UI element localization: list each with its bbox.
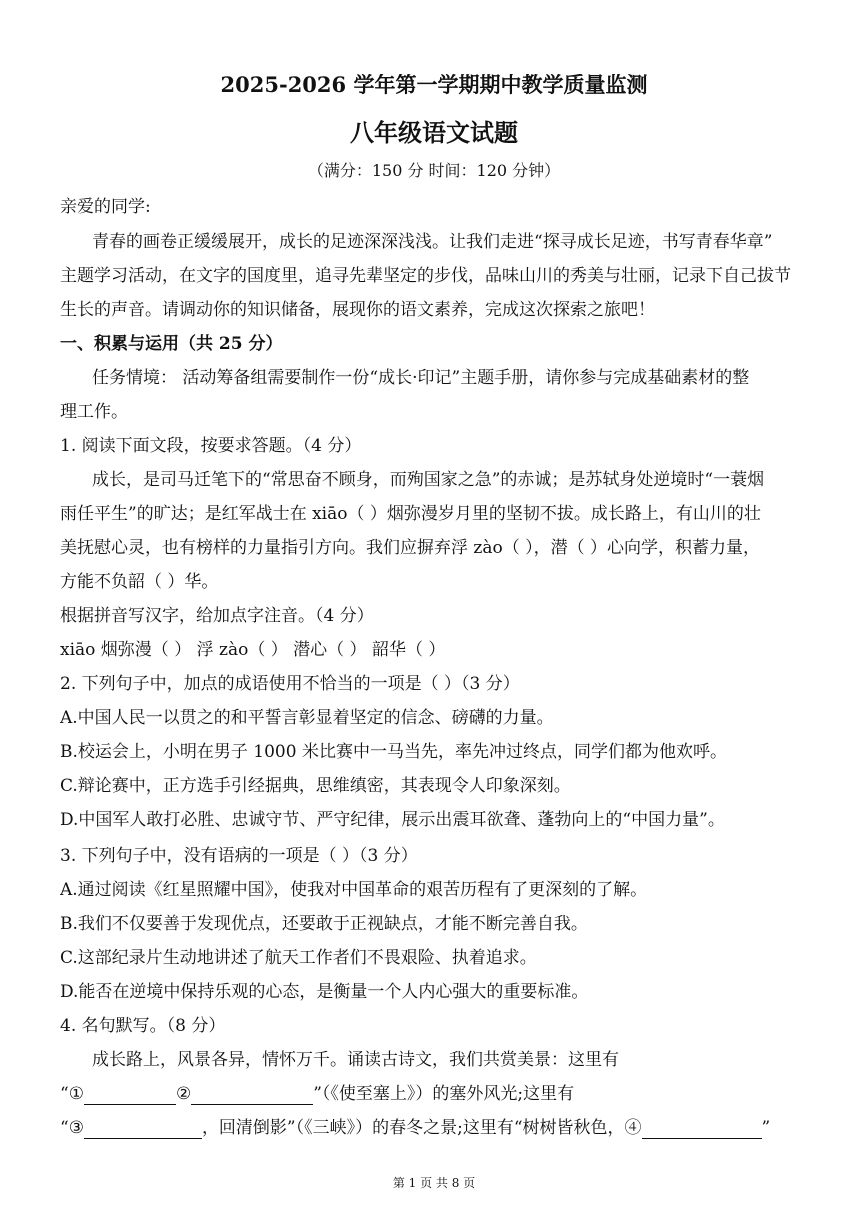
dotted-char-shao: 韶 <box>128 572 145 592</box>
intro-line-3: 生长的声音。请调动你的知识储备，展现你的语文素养，完成这次探索之旅吧！ <box>60 300 655 320</box>
intro-line-2: 主题学习活动，在文字的国度里，追寻先辈坚定的步伐，品味山川的秀美与壮丽，记录下自己拔节 <box>60 266 791 286</box>
dotted-char: 当 <box>403 742 421 762</box>
q4-line-3 <box>60 1117 820 1139</box>
q2-option-a <box>60 707 820 729</box>
q3-option-b: B.我们不仅要善于发现优点，还要敢于正视缺点，才能不断完善自我。 <box>60 914 588 934</box>
greeting: 亲爱的同学: <box>60 197 151 217</box>
dotted-char: 聋 <box>503 810 521 830</box>
task-line-2: 理工作。 <box>60 402 128 422</box>
fill-blank-3[interactable] <box>84 1120 202 1139</box>
exam-title: 2025-2026 学年第一学期期中教学质量监测 <box>220 74 648 96</box>
q4-l2-close: ”（《使至塞上》）的塞外风光;这里有 <box>313 1084 575 1104</box>
dotted-char: 先 <box>420 742 438 762</box>
fill-blank-2[interactable] <box>191 1086 313 1105</box>
q1-passage-3 <box>60 537 820 559</box>
q1-answer-d: 华（ ） <box>388 640 446 660</box>
fill-blank-1[interactable] <box>84 1086 176 1105</box>
intro-line-1: 青春的画卷正缓缓展开，成长的足迹深深浅浅。让我们走进“探寻成长足迹，书写青春华章” <box>92 232 773 252</box>
dotted-char: 以 <box>162 708 180 728</box>
q4-l3-close: ” <box>761 1118 771 1138</box>
q4-l3-mid: ，回清倒影”（《三峡》）的春冬之景;这里有“树树皆秋色，④ <box>201 1118 642 1138</box>
q1-answer-b: 心（ ） <box>310 640 372 660</box>
q2-d-text: D.中国军人敢打必胜、忠诚守节、严守纪律，展示出 <box>60 810 453 830</box>
q3-stem: 3. 下列句子中，没有语病的一项是（ ）（3 分） <box>60 846 418 866</box>
dotted-char: 典 <box>281 776 299 796</box>
q3-option-c: C.这部纪录片生动地讲述了航天工作者们不畏艰险、执着追求。 <box>60 948 537 968</box>
q2-d-idiom <box>452 810 520 830</box>
q1-instruction: 根据拼音写汉字，给加点字注音。（4 分） <box>60 606 374 626</box>
dotted-char: 欲 <box>486 810 504 830</box>
q4-stem: 4. 名句默写。（8 分） <box>60 1016 226 1036</box>
q4-l2-open: “① <box>60 1084 84 1104</box>
dotted-char: 震 <box>452 810 470 830</box>
q2-stem: 2. 下列句子中，加点的成语使用不恰当的一项是（ ）（3 分） <box>60 674 520 694</box>
q2-a-text: A.中国人民 <box>60 708 146 728</box>
dotted-char-qian: 潜 <box>550 538 568 558</box>
dotted-char: 一 <box>369 742 387 762</box>
dotted-char: 据 <box>264 776 282 796</box>
q4-line-2 <box>60 1083 820 1105</box>
exam-subtitle: 八年级语文试题 <box>350 119 518 147</box>
answer-dotted-qian: 潜 <box>293 640 311 660</box>
answer-dotted-shao: 韶 <box>371 640 389 660</box>
q1-stem: 1. 阅读下面文段，按要求答题。（4 分） <box>60 436 362 456</box>
fill-blank-4[interactable] <box>642 1120 762 1139</box>
q2-b-idiom <box>370 742 438 762</box>
dotted-char: 经 <box>247 776 265 796</box>
q4-l2-mid: ② <box>175 1084 192 1104</box>
q1-passage-4-b: （ ）华。 <box>145 572 219 592</box>
task-line-1: 任务情境： 活动筹备组需要制作一份“成长·印记”主题手册，请你参与完成基础素材的整 <box>92 368 750 388</box>
q3-option-d: D.能否在逆境中保持乐观的心态，是衡量一个人内心强大的重要标准。 <box>60 982 589 1002</box>
q2-a-rest: 的和平誓言彰显着坚定的信念、磅礴的力量。 <box>213 708 554 728</box>
q2-c-idiom <box>231 776 299 796</box>
q2-option-b <box>60 741 820 763</box>
q4-intro: 成长路上，风景各异，情怀万千。诵读古诗文，我们共赏美景：这里有 <box>92 1050 619 1070</box>
q1-answer-a: xiāo 烟弥漫（ ） 浮 zào（ ） <box>60 640 294 660</box>
dotted-char: 耳 <box>469 810 487 830</box>
q4-l3-open: “③ <box>60 1118 84 1138</box>
dotted-char: 贯 <box>179 708 197 728</box>
q2-b-rest: ，率先冲过终点，同学们都为他欢呼。 <box>437 742 727 762</box>
page-footer: 第 1 页 共 8 页 <box>392 1176 476 1190</box>
q2-c-text: C.辩论赛中，正方选手 <box>60 776 231 796</box>
q3-option-a: A.通过阅读《红星照耀中国》，使我对中国革命的艰苦历程有了更深刻的了解。 <box>60 880 648 900</box>
dotted-char: 马 <box>386 742 404 762</box>
q2-a-idiom <box>146 708 214 728</box>
q2-c-rest: ，思维缜密，其表现令人印象深刻。 <box>298 776 571 796</box>
q1-passage-2: 雨任平生”的旷达；是红军战士在 xiāo（ ）烟弥漫岁月里的坚韧不拔。成长路上，有山川的壮 <box>60 504 761 524</box>
q2-b-text: B.校运会上，小明在男子 1000 米比赛中 <box>60 742 370 762</box>
section-heading: 一、积累与运用（共 25 分） <box>60 334 283 354</box>
q1-passage-3-a: 美抚慰心灵，也有榜样的力量指引方向。我们应摒弃浮 zào（ ）， <box>60 538 551 558</box>
q1-passage-1: 成长，是司马迁笔下的“常思奋不顾身，而殉国家之急”的赤诚；是苏轼身处逆境时“一蓑烟 <box>92 470 765 490</box>
q1-answer-line <box>60 639 820 661</box>
q1-passage-3-b: （ ）心向学，积蓄力量， <box>567 538 761 558</box>
dotted-char: 引 <box>230 776 248 796</box>
dotted-char: 一 <box>145 708 163 728</box>
q2-d-rest: 、蓬勃向上的“中国力量”。 <box>520 810 725 830</box>
q2-option-d <box>60 809 820 831</box>
q1-passage-4 <box>60 571 820 593</box>
q2-option-c <box>60 775 820 797</box>
score-time: （满分：150 分 时间：120 分钟） <box>307 161 561 180</box>
q1-passage-4-a: 方能不负 <box>60 572 128 592</box>
dotted-char: 之 <box>196 708 214 728</box>
